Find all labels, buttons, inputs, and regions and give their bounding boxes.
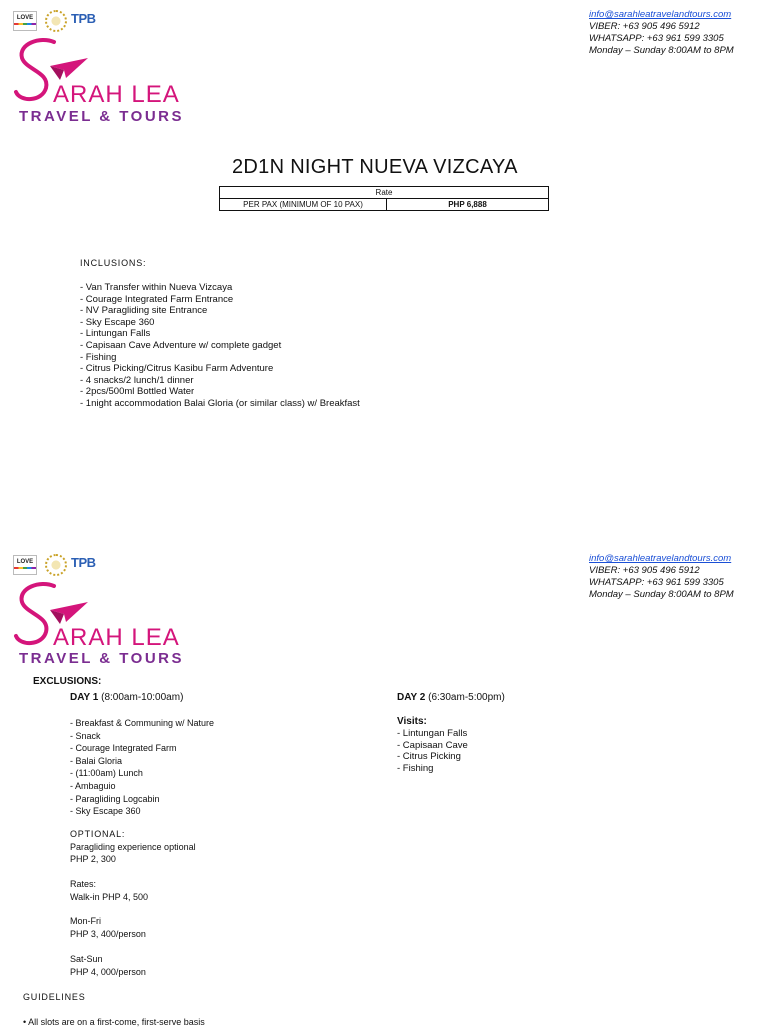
day1-time: (8:00am-10:00am) (101, 692, 184, 703)
list-item: - Lintungan Falls (80, 328, 151, 340)
rates-walkin: Walk-in PHP 4, 500 (70, 891, 149, 902)
list-item: - 4 snacks/2 lunch/1 dinner (80, 374, 194, 386)
contact-viber: VIBER: +63 905 496 5912 (589, 21, 700, 32)
list-item: - Capisaan Cave (397, 739, 468, 751)
contact-viber: VIBER: +63 905 496 5912 (589, 565, 700, 576)
optional-section (70, 828, 196, 866)
brand-name: ARAH LEA (53, 624, 180, 651)
rates-satsun-value: PHP 4, 000/person (70, 966, 146, 977)
list-item: - Sky Escape 360 (80, 316, 155, 328)
rate-table-value: PHP 6,888 (387, 199, 549, 211)
list-item: - (11:00am) Lunch (70, 768, 143, 779)
tpb-badge: TPB (71, 555, 96, 570)
day2-time: (6:30am-5:00pm) (428, 692, 505, 703)
rates-satsun (70, 953, 146, 978)
optional-heading: OPTIONAL: (70, 829, 126, 839)
brand-subtitle: TRAVEL & TOURS (19, 650, 185, 667)
list-item: - Capisaan Cave Adventure w/ complete gadget (80, 339, 282, 351)
list-item: - Paragliding Logcabin (70, 793, 160, 804)
love-philippines-badge: LOVE (13, 11, 37, 31)
contact-whatsapp: WHATSAPP: +63 961 599 3305 (589, 33, 724, 44)
day1-label: DAY 1 (70, 692, 99, 703)
guidelines-item: • All slots are on a first-come, first-serve basis (23, 1017, 205, 1027)
list-item: - Breakfast & Communing w/ Nature (70, 718, 215, 728)
seal-badge-icon (45, 10, 67, 32)
rate-table (219, 186, 549, 211)
list-item: - 2pcs/500ml Bottled Water (80, 386, 195, 398)
list-item: - NV Paragliding site Entrance (80, 305, 208, 317)
contact-block (589, 9, 734, 57)
tpb-badge: TPB (71, 11, 96, 26)
brand-name: ARAH LEA (53, 81, 180, 108)
day2-heading (397, 692, 505, 703)
list-item: - Courage Integrated Farm Entrance (80, 293, 234, 305)
list-item: - 1night accommodation Balai Gloria (or similar class) w/ Breakfast (80, 397, 360, 409)
contact-hours: Monday – Sunday 8:00AM to 8PM (589, 45, 734, 56)
page-title: 2D1N NIGHT NUEVA VIZCAYA (232, 156, 518, 178)
list-item: - Van Transfer within Nueva Vizcaya (80, 282, 233, 293)
list-item: - Fishing (80, 351, 117, 363)
exclusions-heading: EXCLUSIONS: (33, 676, 102, 687)
day1-list (70, 717, 214, 818)
inclusions-heading: INCLUSIONS: (80, 258, 147, 268)
rates-heading: Rates: (70, 879, 97, 889)
list-item: - Sky Escape 360 (70, 806, 141, 817)
seal-badge-icon (45, 554, 67, 576)
inclusions-list (80, 282, 360, 410)
optional-price: PHP 2, 300 (70, 854, 116, 865)
list-item: - Snack (70, 730, 101, 741)
optional-line: Paragliding experience optional (70, 841, 196, 852)
guidelines-heading: GUIDELINES (23, 992, 86, 1002)
list-item: - Lintungan Falls (397, 728, 468, 739)
rates-section (70, 878, 148, 903)
contact-email-link[interactable]: info@sarahleatravelandtours.com (589, 553, 732, 564)
love-philippines-badge: LOVE (13, 555, 37, 575)
list-item: - Citrus Picking (397, 751, 461, 763)
rates-monfri-value: PHP 3, 400/person (70, 928, 146, 939)
contact-whatsapp: WHATSAPP: +63 961 599 3305 (589, 577, 724, 588)
rate-table-label: PER PAX (MINIMUM OF 10 PAX) (220, 199, 387, 211)
day1-heading (70, 692, 183, 703)
contact-hours: Monday – Sunday 8:00AM to 8PM (589, 589, 734, 600)
contact-email-link[interactable]: info@sarahleatravelandtours.com (589, 9, 732, 20)
rates-satsun-label: Sat-Sun (70, 954, 103, 964)
list-item: - Citrus Picking/Citrus Kasibu Farm Adventure (80, 363, 274, 375)
list-item: - Ambaguio (70, 780, 116, 791)
list-item: - Fishing (397, 762, 434, 774)
list-item: - Balai Gloria (70, 755, 123, 766)
rates-monfri (70, 915, 146, 940)
rate-table-header: Rate (220, 187, 549, 199)
contact-block (589, 553, 734, 601)
rates-monfri-label: Mon-Fri (70, 916, 101, 926)
visits-heading: Visits: (397, 716, 427, 727)
day2-label: DAY 2 (397, 692, 426, 703)
day2-list (397, 728, 468, 774)
brand-subtitle: TRAVEL & TOURS (19, 108, 185, 125)
list-item: - Courage Integrated Farm (70, 743, 177, 754)
